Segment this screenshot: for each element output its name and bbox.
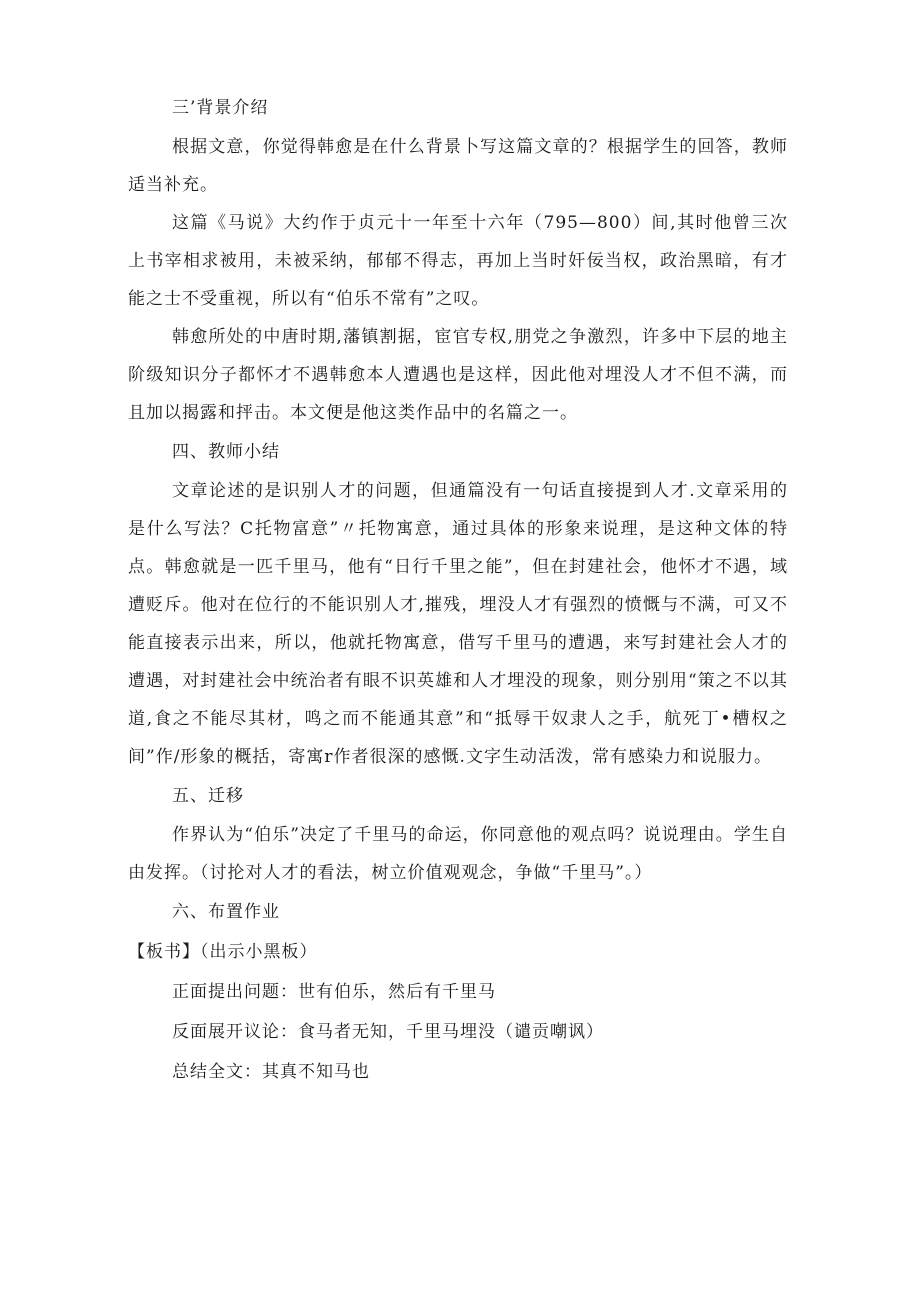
blackboard-line-1: 正面提出问题：世有伯乐，然后有千里马 — [172, 982, 496, 1002]
section-heading-homework: 六、布置作业 — [172, 902, 280, 922]
paragraph-background-era: 韩愈所处的中唐时期,藩镇割据，宦官专权,朋党之争激烈，许多中下层的地主阶级知识分子都怀才不遇韩愈本人遭遇也是这样，因此他对埋没人才不但不满，而且加以揭露和抨击。本文便是他这类作品中的名篇之一。 — [128, 327, 788, 423]
paragraph-background-question: 根据文意，你觉得韩愈是在什么背景卜写这篇文章的？根据学生的回答，教师适当补充。 — [128, 137, 788, 195]
section-heading-summary: 四、教师小结 — [172, 442, 280, 462]
paragraph-background-date: 这篇《马说》大约作于贞元十一年至十六年（795—800）间,其时他曾三次上书宰相求被用，未被采纳，郁郁不得志，再加上当时奸佞当权，政治黑暗，有才能之士不受重视，所以有“伯乐不常有”之叹。 — [128, 213, 788, 309]
paragraph-transfer: 作界认为“伯乐”决定了千里马的命运，你同意他的观点吗？说说理由。学生自由发挥。（讨抡对人才的看法，树立价值观观念，争做“千里马”。） — [128, 825, 788, 883]
blackboard-line-2: 反面展开议论：食马者无知，千里马埋没（谴贡嘲讽） — [172, 1022, 604, 1042]
section-heading-background: 三’背景介绍 — [172, 98, 269, 118]
document-body — [128, 88, 788, 1092]
blackboard-title: 【板书】（出示小黑板） — [128, 942, 318, 962]
blackboard-line-3: 总结全文：其真不知马也 — [172, 1062, 370, 1082]
section-heading-transfer: 五、迁移 — [172, 786, 244, 806]
paragraph-summary: 文章论述的是识别人才的问题，但通篇没有一句话直接提到人才.文章采用的是什么写法？C托物富意”〃托物寓意，通过具体的形象来说理，是这种文体的特点。韩愈就是一匹千里马，他有“日行千里之能”，但在封建社会，他怀才不遇，域遭贬斥。他对在位行的不能识别人才,摧残，埋没人才有强烈的愤慨与不满，可又不能直接表示出来，所以，他就托物寓意，借写千里马的遭遇，来写封建社会人才的遭遇，对封建社会中统治者有眼不识英雄和人才埋没的现象，则分别用“策之不以其道,食之不能尽其材，鸣之而不能通其意”和“抵辱干奴隶人之手，航死丁•槽权之间”作/形象的概括，寄寓r作者很深的感慨.文字生动活泼，常有感染力和说服力。 — [128, 481, 788, 767]
